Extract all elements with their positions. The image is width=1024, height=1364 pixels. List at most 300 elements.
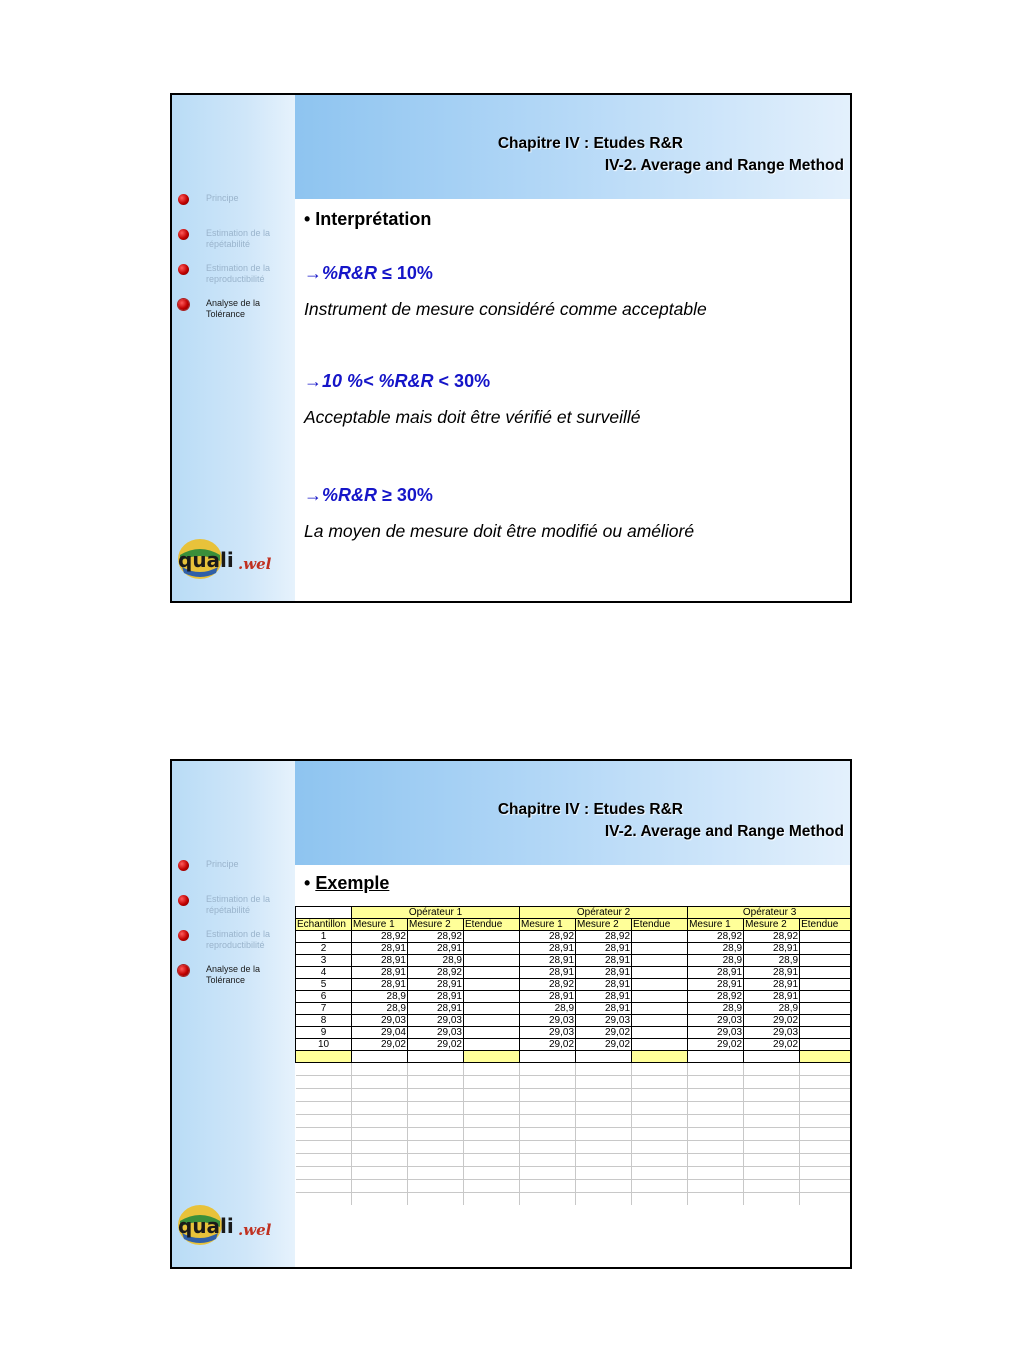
empty-cell	[576, 1193, 632, 1206]
slide-content	[295, 865, 850, 1267]
measurement-cell: 29,03	[352, 1015, 408, 1027]
slide-content	[295, 199, 850, 601]
measurement-cell	[800, 1015, 852, 1027]
section-heading: • Interprétation	[304, 209, 432, 229]
slide-title	[498, 801, 844, 841]
measurement-cell: 28,91	[408, 1003, 464, 1015]
column-header: Echantillon	[296, 919, 352, 931]
empty-cell	[632, 1115, 688, 1128]
sidebar-item-tolerance[interactable]	[172, 964, 295, 997]
measurement-cell: 28,91	[576, 955, 632, 967]
empty-cell	[744, 1115, 800, 1128]
empty-cell	[688, 1180, 744, 1193]
sidebar-background	[172, 761, 295, 1267]
empty-cell	[576, 1154, 632, 1167]
measurement-cell	[800, 1027, 852, 1039]
empty-grid-row	[296, 1089, 852, 1102]
empty-cell	[464, 1076, 520, 1089]
measurement-cell: 28,91	[576, 991, 632, 1003]
empty-cell	[464, 1102, 520, 1115]
empty-cell	[800, 1180, 852, 1193]
empty-cell	[408, 1180, 464, 1193]
section-title: IV-2. Average and Range Method	[604, 823, 844, 840]
measurement-cell	[632, 1039, 688, 1051]
chapter-title: Chapitre IV : Etudes R&R	[497, 801, 684, 818]
measurement-cell: 28,9	[520, 1003, 576, 1015]
measurement-cell: 29,03	[576, 1015, 632, 1027]
measurement-cell	[464, 1015, 520, 1027]
measurement-cell: 28,92	[408, 967, 464, 979]
bullet-icon	[178, 194, 189, 205]
operator-header: Opérateur 1	[352, 907, 520, 919]
measurement-cell: 29,02	[352, 1039, 408, 1051]
measurement-cell: 28,91	[408, 979, 464, 991]
sample-cell: 4	[296, 967, 352, 979]
quali-logo	[176, 1201, 288, 1249]
empty-cell	[520, 1154, 576, 1167]
measurement-cell: 28,92	[408, 931, 464, 943]
measurement-cell: 29,04	[352, 1027, 408, 1039]
sidebar-item-repetabilite[interactable]	[172, 228, 295, 261]
measurement-cell: 28,92	[576, 931, 632, 943]
sidebar-item-principe[interactable]	[172, 859, 295, 892]
empty-cell	[520, 1115, 576, 1128]
slide-exemple	[170, 759, 852, 1269]
operator-header: Opérateur 3	[688, 907, 852, 919]
bullet-icon	[178, 229, 189, 240]
empty-cell	[464, 1167, 520, 1180]
empty-cell	[744, 1180, 800, 1193]
measurement-cell: 28,9	[744, 955, 800, 967]
empty-cell	[408, 1154, 464, 1167]
empty-cell	[688, 1154, 744, 1167]
empty-cell	[744, 1128, 800, 1141]
sidebar-item-label: Estimation de la reproductibilité	[206, 929, 271, 950]
measurement-cell	[632, 991, 688, 1003]
empty-cell	[800, 1089, 852, 1102]
empty-cell	[688, 1141, 744, 1154]
measurement-cell: 29,03	[520, 1015, 576, 1027]
empty-grid-row	[296, 1167, 852, 1180]
empty-cell	[464, 1115, 520, 1128]
measurement-cell: 28,91	[576, 943, 632, 955]
rule-criterion: →%R&R ≥ 30%	[304, 485, 433, 505]
empty-cell	[576, 1102, 632, 1115]
measurement-cell	[632, 955, 688, 967]
measurement-cell: 28,92	[520, 979, 576, 991]
empty-cell	[576, 1063, 632, 1076]
empty-cell	[408, 1128, 464, 1141]
empty-cell	[296, 1154, 352, 1167]
empty-cell	[576, 1180, 632, 1193]
summary-row	[296, 1051, 852, 1063]
empty-cell	[352, 1180, 408, 1193]
empty-cell	[688, 1102, 744, 1115]
empty-cell	[520, 1180, 576, 1193]
empty-cell	[576, 1128, 632, 1141]
empty-cell	[352, 1167, 408, 1180]
empty-cell	[520, 1076, 576, 1089]
empty-cell	[296, 1180, 352, 1193]
empty-cell	[632, 1141, 688, 1154]
measurement-cell: 28,9	[744, 1003, 800, 1015]
measurement-cell: 28,91	[520, 943, 576, 955]
sidebar-item-tolerance[interactable]	[172, 298, 295, 331]
empty-cell	[632, 1167, 688, 1180]
sample-cell: 10	[296, 1039, 352, 1051]
measurement-cell: 28,91	[744, 943, 800, 955]
empty-cell	[352, 1115, 408, 1128]
svg-text:quali: quali	[178, 548, 234, 572]
empty-cell	[352, 1089, 408, 1102]
arrow-right-icon: →	[304, 371, 322, 391]
measurement-cell: 28,92	[352, 931, 408, 943]
measurement-cell: 28,91	[408, 991, 464, 1003]
empty-cell	[520, 1167, 576, 1180]
table-row	[296, 991, 852, 1003]
measurement-cell: 28,91	[520, 967, 576, 979]
empty-cell	[576, 1089, 632, 1102]
empty-cell	[688, 1128, 744, 1141]
table-row	[296, 1027, 852, 1039]
sample-cell: 9	[296, 1027, 352, 1039]
bullet-icon	[178, 895, 189, 906]
empty-cell	[296, 1063, 352, 1076]
empty-cell	[352, 1102, 408, 1115]
empty-cell	[632, 1128, 688, 1141]
column-header: Mesure 1	[520, 919, 576, 931]
empty-cell	[800, 1154, 852, 1167]
measurement-cell: 28,91	[744, 979, 800, 991]
table-row	[296, 979, 852, 991]
svg-text:.wel: .wel	[238, 555, 272, 573]
empty-cell	[408, 1076, 464, 1089]
sample-cell: 1	[296, 931, 352, 943]
empty-cell	[800, 1167, 852, 1180]
arrow-right-icon: →	[304, 485, 322, 505]
measurement-cell	[800, 955, 852, 967]
sample-cell: 5	[296, 979, 352, 991]
column-header: Mesure 1	[688, 919, 744, 931]
empty-cell	[464, 1063, 520, 1076]
empty-cell	[800, 1193, 852, 1206]
empty-cell	[800, 1141, 852, 1154]
empty-cell	[744, 1167, 800, 1180]
measurement-cell	[800, 931, 852, 943]
measurement-cell: 29,03	[520, 1027, 576, 1039]
sidebar-nav	[172, 193, 295, 333]
measurement-cell: 28,92	[688, 931, 744, 943]
table-row	[296, 1039, 852, 1051]
empty-cell	[352, 1063, 408, 1076]
summary-cell	[744, 1051, 800, 1063]
measurement-cell	[464, 1027, 520, 1039]
empty-grid-row	[296, 1193, 852, 1206]
sidebar-item-label: Estimation de la reproductibilité	[206, 263, 271, 284]
empty-cell	[520, 1063, 576, 1076]
rr-data-table	[295, 906, 850, 1205]
empty-cell	[296, 1089, 352, 1102]
empty-cell	[520, 1089, 576, 1102]
measurement-cell: 28,91	[576, 967, 632, 979]
arrow-right-icon: →	[304, 263, 322, 283]
empty-cell	[744, 1141, 800, 1154]
measurement-cell	[632, 1015, 688, 1027]
empty-cell	[352, 1154, 408, 1167]
bullet-icon	[178, 264, 189, 275]
empty-cell	[352, 1193, 408, 1206]
column-header-row	[296, 919, 852, 931]
measurement-cell: 28,92	[688, 991, 744, 1003]
empty-cell	[800, 1115, 852, 1128]
empty-cell	[408, 1063, 464, 1076]
table-row	[296, 943, 852, 955]
sidebar-background	[172, 95, 295, 601]
measurement-cell: 29,02	[688, 1039, 744, 1051]
sidebar-item-label: Analyse de la Tolérance	[206, 298, 261, 319]
measurement-cell: 28,91	[744, 991, 800, 1003]
measurement-cell	[464, 1003, 520, 1015]
column-header: Etendue	[632, 919, 688, 931]
measurement-cell: 28,91	[688, 967, 744, 979]
measurement-cell: 29,02	[744, 1015, 800, 1027]
rule-description: Instrument de mesure considéré comme acceptable	[304, 299, 707, 319]
summary-cell	[576, 1051, 632, 1063]
empty-cell	[464, 1141, 520, 1154]
measurement-cell: 28,92	[744, 931, 800, 943]
measurement-cell	[800, 1003, 852, 1015]
measurement-cell: 28,91	[688, 979, 744, 991]
empty-cell	[688, 1193, 744, 1206]
empty-cell	[744, 1089, 800, 1102]
empty-cell	[296, 1076, 352, 1089]
empty-cell	[688, 1063, 744, 1076]
measurement-cell	[464, 1039, 520, 1051]
empty-cell	[576, 1076, 632, 1089]
measurement-cell: 29,03	[408, 1015, 464, 1027]
measurement-cell: 29,02	[520, 1039, 576, 1051]
empty-cell	[744, 1154, 800, 1167]
empty-cell	[632, 1089, 688, 1102]
summary-cell	[688, 1051, 744, 1063]
empty-cell	[296, 1102, 352, 1115]
empty-cell	[464, 1180, 520, 1193]
measurement-cell: 28,9	[688, 943, 744, 955]
empty-cell	[408, 1193, 464, 1206]
measurement-cell: 28,9	[688, 955, 744, 967]
empty-cell	[576, 1115, 632, 1128]
empty-cell	[296, 1128, 352, 1141]
measurement-cell: 29,03	[688, 1027, 744, 1039]
summary-cell	[352, 1051, 408, 1063]
empty-cell	[520, 1102, 576, 1115]
table-row	[296, 1003, 852, 1015]
section-heading: • Exemple	[304, 873, 390, 893]
quali-logo	[176, 535, 288, 583]
column-header: Mesure 2	[744, 919, 800, 931]
empty-cell	[632, 1102, 688, 1115]
measurement-cell: 28,91	[408, 943, 464, 955]
table-row	[296, 931, 852, 943]
table-row	[296, 967, 852, 979]
column-header: Mesure 2	[576, 919, 632, 931]
measurement-cell	[800, 991, 852, 1003]
column-header: Mesure 1	[352, 919, 408, 931]
sidebar-item-repetabilite[interactable]	[172, 894, 295, 927]
empty-cell	[520, 1141, 576, 1154]
sidebar-nav	[172, 859, 295, 999]
empty-grid-row	[296, 1076, 852, 1089]
empty-cell	[296, 1115, 352, 1128]
empty-cell	[464, 1089, 520, 1102]
empty-grid-row	[296, 1128, 852, 1141]
measurement-cell	[464, 979, 520, 991]
measurement-cell	[632, 967, 688, 979]
sidebar-item-label: Analyse de la Tolérance	[206, 964, 261, 985]
empty-cell	[632, 1076, 688, 1089]
measurement-cell: 28,91	[352, 967, 408, 979]
header-band	[295, 761, 850, 865]
sidebar-item-label: Principe	[206, 859, 239, 869]
measurement-cell: 28,91	[576, 979, 632, 991]
empty-cell	[296, 1167, 352, 1180]
measurement-cell	[632, 1003, 688, 1015]
measurement-cell	[800, 967, 852, 979]
measurement-cell: 29,03	[744, 1027, 800, 1039]
measurement-cell: 28,92	[520, 931, 576, 943]
empty-cell	[352, 1141, 408, 1154]
empty-cell	[352, 1128, 408, 1141]
empty-cell	[296, 1141, 352, 1154]
empty-cell	[744, 1063, 800, 1076]
measurement-table	[295, 906, 852, 1205]
measurement-cell: 28,91	[744, 967, 800, 979]
corner-cell	[296, 907, 352, 919]
rule-criterion: →10 %< %R&R < 30%	[304, 371, 491, 391]
measurement-cell	[464, 943, 520, 955]
empty-cell	[576, 1167, 632, 1180]
empty-cell	[800, 1076, 852, 1089]
empty-grid-row	[296, 1102, 852, 1115]
empty-cell	[744, 1193, 800, 1206]
measurement-cell	[800, 1039, 852, 1051]
measurement-cell: 28,91	[352, 979, 408, 991]
empty-cell	[632, 1154, 688, 1167]
measurement-cell: 28,91	[520, 955, 576, 967]
bullet-icon	[178, 965, 189, 976]
measurement-cell	[464, 967, 520, 979]
empty-cell	[800, 1128, 852, 1141]
empty-cell	[632, 1193, 688, 1206]
empty-cell	[688, 1089, 744, 1102]
empty-grid-row	[296, 1063, 852, 1076]
measurement-cell	[464, 931, 520, 943]
measurement-cell: 28,91	[520, 991, 576, 1003]
sample-cell: 2	[296, 943, 352, 955]
empty-cell	[688, 1076, 744, 1089]
empty-cell	[464, 1128, 520, 1141]
summary-cell	[464, 1051, 520, 1063]
empty-cell	[744, 1102, 800, 1115]
measurement-cell	[464, 991, 520, 1003]
bullet-icon	[178, 930, 189, 941]
measurement-cell: 28,91	[352, 955, 408, 967]
sample-cell: 7	[296, 1003, 352, 1015]
empty-cell	[408, 1141, 464, 1154]
empty-cell	[744, 1076, 800, 1089]
empty-cell	[576, 1141, 632, 1154]
empty-cell	[408, 1167, 464, 1180]
sample-cell: 6	[296, 991, 352, 1003]
operator-header-row	[296, 907, 852, 919]
measurement-cell: 28,9	[688, 1003, 744, 1015]
measurement-cell: 28,9	[352, 1003, 408, 1015]
empty-cell	[464, 1193, 520, 1206]
empty-cell	[408, 1089, 464, 1102]
header-band	[295, 95, 850, 199]
measurement-cell	[800, 979, 852, 991]
measurement-cell	[632, 943, 688, 955]
empty-cell	[520, 1128, 576, 1141]
svg-text:quali: quali	[178, 1214, 234, 1238]
empty-cell	[688, 1167, 744, 1180]
sidebar-item-principe[interactable]	[172, 193, 295, 226]
sample-cell: 8	[296, 1015, 352, 1027]
sidebar-item-label: Estimation de la répétabilité	[206, 228, 271, 249]
bullet-icon	[178, 299, 189, 310]
section-title: IV-2. Average and Range Method	[604, 157, 844, 174]
sidebar-item-reproductibilite[interactable]	[172, 263, 295, 296]
rule-criterion: →%R&R ≤ 10%	[304, 263, 433, 283]
table-row	[296, 955, 852, 967]
measurement-cell: 28,9	[408, 955, 464, 967]
sidebar-item-label: Estimation de la répétabilité	[206, 894, 271, 915]
summary-cell	[520, 1051, 576, 1063]
measurement-cell: 29,02	[576, 1039, 632, 1051]
empty-grid-row	[296, 1141, 852, 1154]
empty-cell	[800, 1063, 852, 1076]
measurement-cell	[632, 979, 688, 991]
measurement-cell: 29,02	[576, 1027, 632, 1039]
empty-cell	[632, 1063, 688, 1076]
measurement-cell: 29,02	[744, 1039, 800, 1051]
chapter-title: Chapitre IV : Etudes R&R	[497, 135, 684, 152]
measurement-cell	[632, 1027, 688, 1039]
empty-cell	[464, 1154, 520, 1167]
empty-cell	[688, 1115, 744, 1128]
empty-cell	[800, 1102, 852, 1115]
measurement-cell: 29,02	[408, 1039, 464, 1051]
measurement-cell	[632, 931, 688, 943]
empty-cell	[296, 1193, 352, 1206]
rule-description: La moyen de mesure doit être modifié ou amélioré	[304, 521, 695, 541]
operator-header: Opérateur 2	[520, 907, 688, 919]
table-row	[296, 1015, 852, 1027]
sample-cell: 3	[296, 955, 352, 967]
sidebar-item-reproductibilite[interactable]	[172, 929, 295, 962]
empty-grid-row	[296, 1180, 852, 1193]
empty-cell	[408, 1102, 464, 1115]
empty-grid-row	[296, 1115, 852, 1128]
slide-interpretation	[170, 93, 852, 603]
slide-title	[498, 135, 844, 175]
svg-text:.wel: .wel	[238, 1221, 272, 1239]
rule-description: Acceptable mais doit être vérifié et surveillé	[304, 407, 641, 427]
empty-cell	[352, 1076, 408, 1089]
summary-cell	[296, 1051, 352, 1063]
column-header: Mesure 2	[408, 919, 464, 931]
measurement-cell: 29,03	[688, 1015, 744, 1027]
